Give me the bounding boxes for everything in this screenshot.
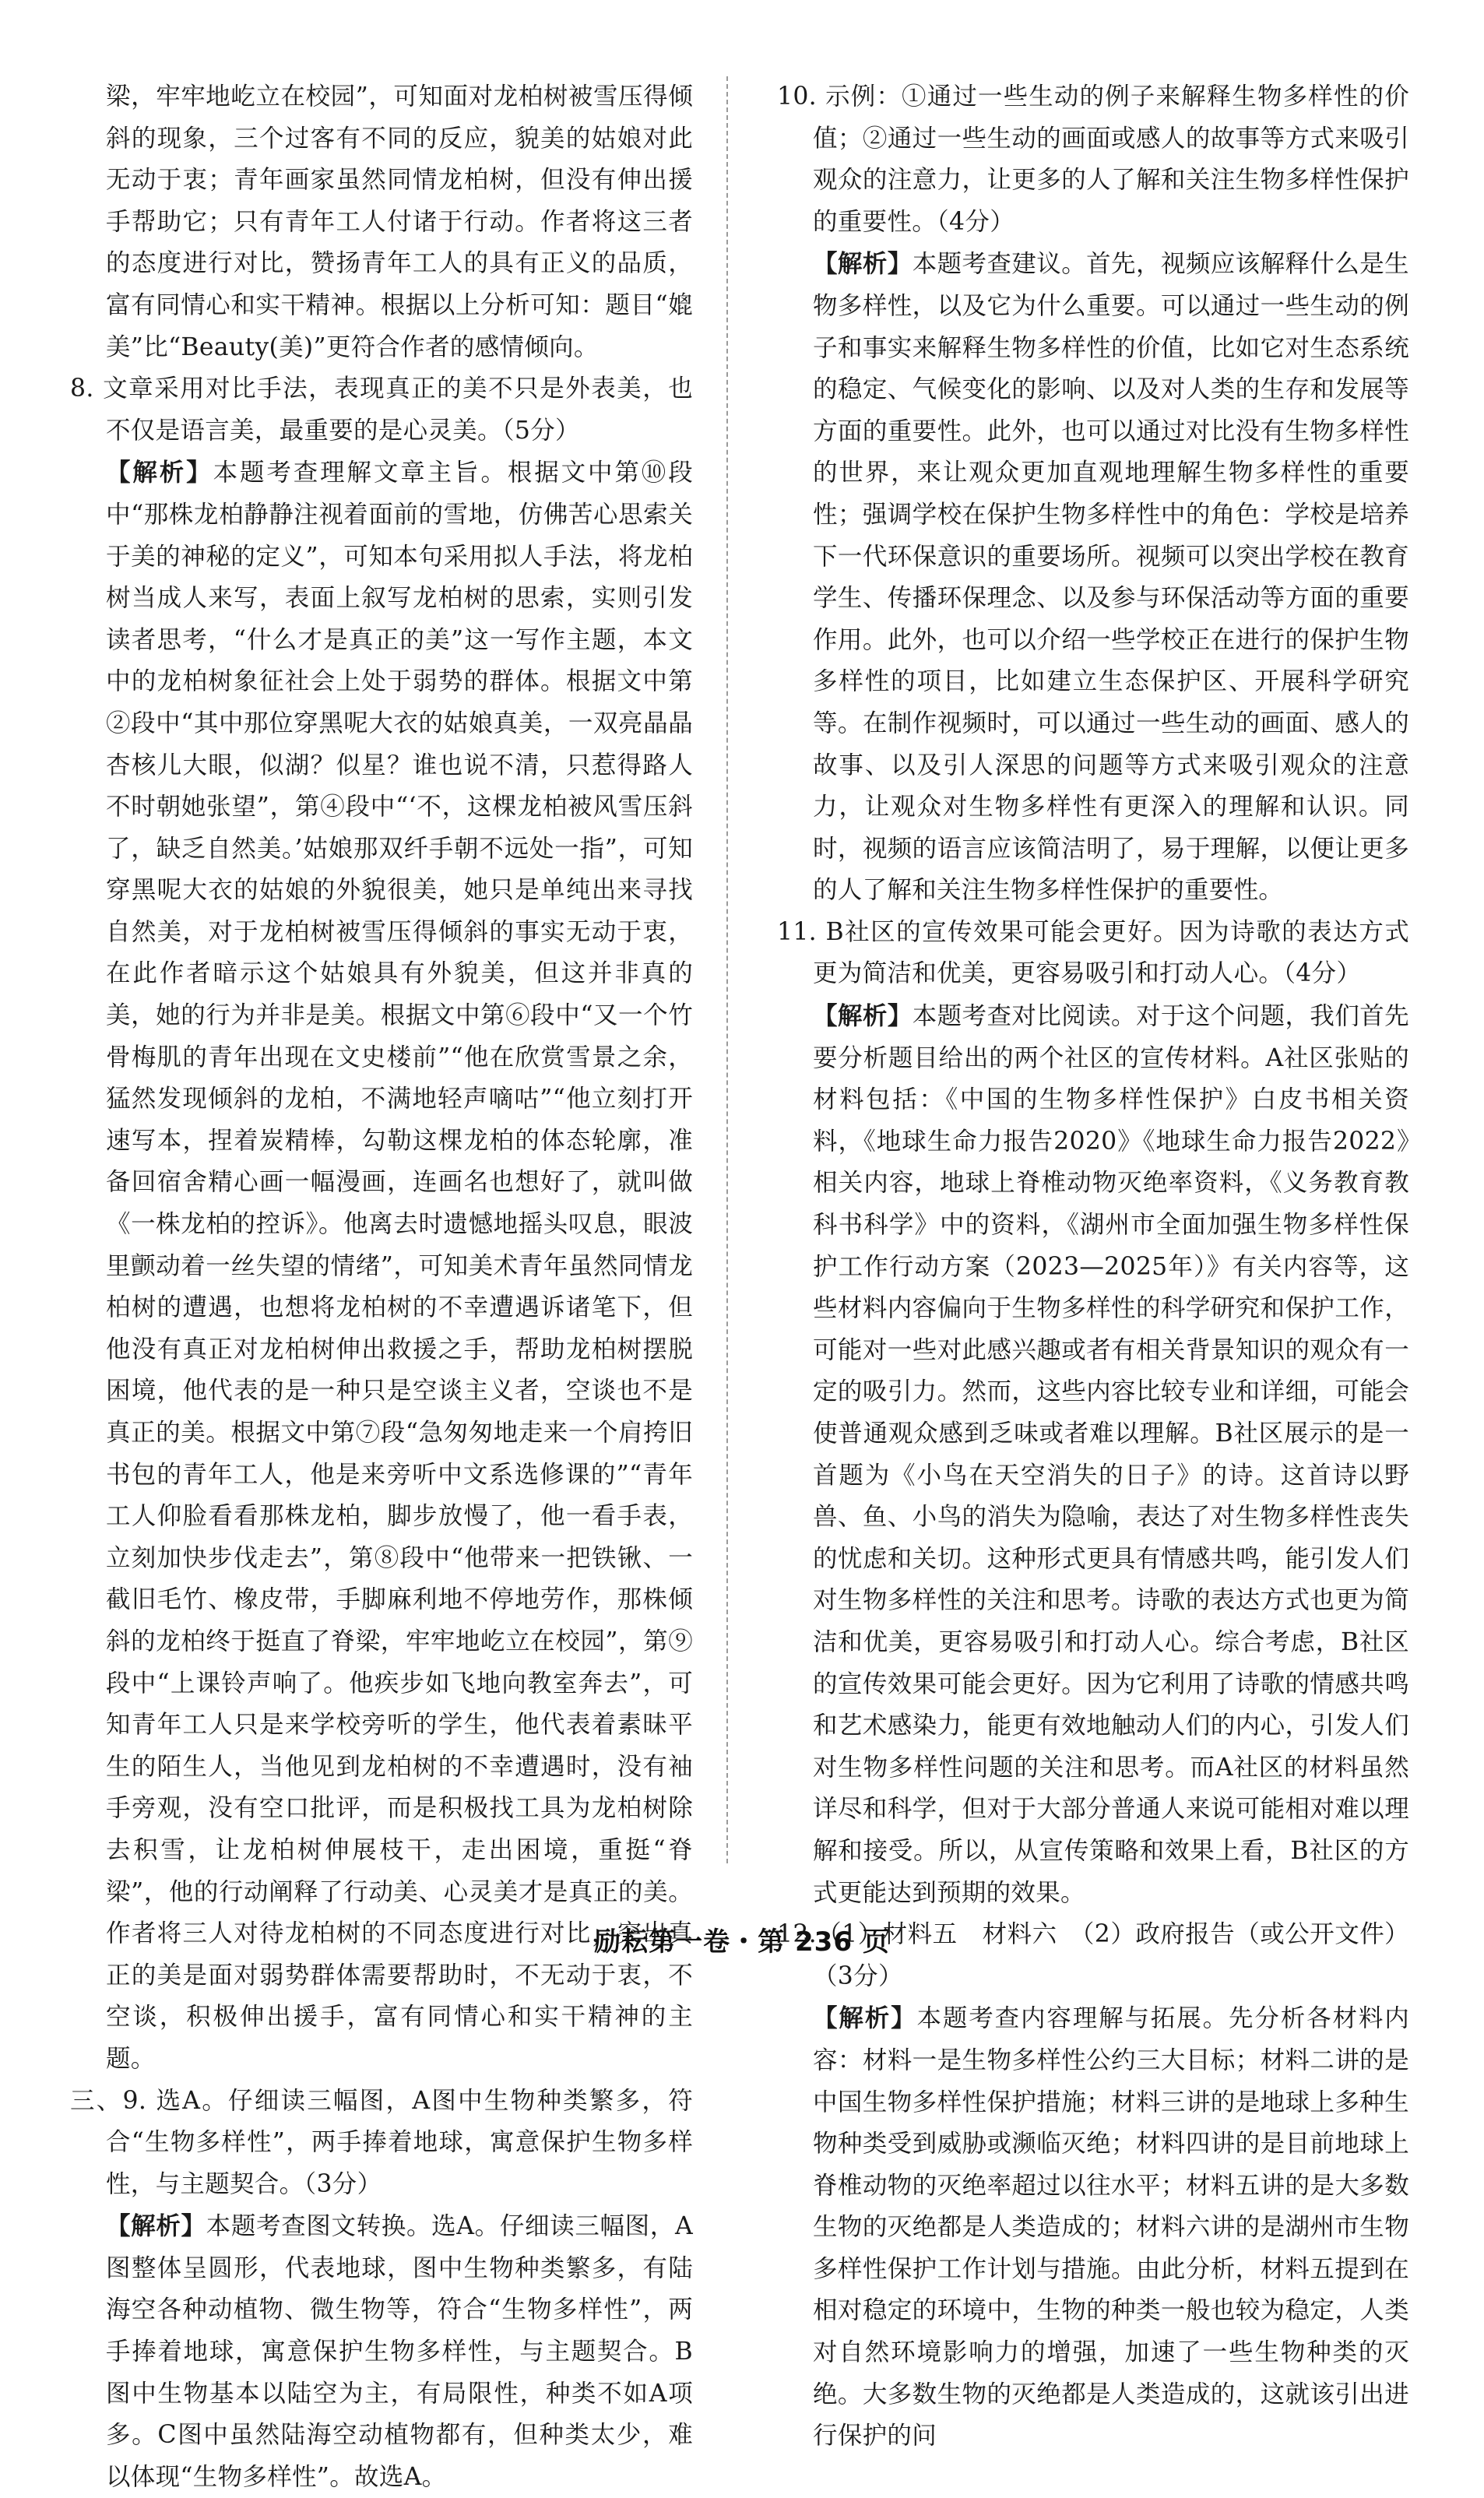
analysis-tag: 【解析】 (813, 249, 913, 279)
analysis-tag: 【解析】 (106, 458, 213, 487)
q12-answer: 12.（1）材料五 材料六 （2）政府报告（或公开文件）（3分） (777, 1920, 1409, 1990)
q11-analysis (777, 995, 1409, 1914)
q9-analysis (70, 2205, 693, 2498)
q8-analysis (70, 452, 693, 2080)
q8-analysis-text: 本题考查理解文章主旨。根据文中第⑩段中“那株龙柏静静注视着面前的雪地，仿佛苦心思索关于美的神秘的定义”，可知本句采用拟人手法，将龙柏树当成人来写，表面上叙写龙柏树的思索，实则引发读者思考，“什么才是真正的美”这一写作主题，本文中的龙柏树象征社会上处于弱势的群体。根据文中第②段中“其中那位穿黑呢大衣的姑娘真美，一双亮晶晶杏核儿大眼，似湖？似星？谁也说不清，只惹得路人不时朝她张望”，第④段中“‘不，这棵龙柏被风雪压斜了，缺乏自然美。’姑娘那双纤手朝不远处一指”，可知穿黑呢大衣的姑娘的外貌很美，她只是单纯出来寻找自然美，对于龙柏树被雪压得倾斜的事实无动于衷，在此作者暗示这个姑娘具有外貌美，但这并非真的美，她的行为并非是美。根据文中第⑥段中“又一个竹骨梅肌的青年出现在文史楼前”“他在欣赏雪景之余，猛然发现倾斜的龙柏，不满地轻声嘀咕”“他立刻打开速写本，捏着炭精棒，勾勒这棵龙柏的体态轮廓，准备回宿舍精心画一幅漫画，连画名也想好了，就叫做《一株龙柏的控诉》。他离去时遗憾地摇头叹息，眼波里颤动着一丝失望的情绪”，可知美术青年虽然同情龙柏树的遭遇，也想将龙柏树的不幸遭遇诉诸笔下，但他没有真正对龙柏树伸出救援之手，帮助龙柏树摆脱困境，他代表的是一种只是空谈主义者，空谈也不是真正的美。根据文中第⑦段“急匆匆地走来一个肩挎旧书包的青年工人，他是来旁听中文系选修课的”“青年工人仰脸看看那株龙柏，脚步放慢了，他一看手表，立刻加快步伐走去”，第⑧段中“他带来一把铁锹、一截旧毛竹、橡皮带，手脚麻利地不停地劳作，那株倾斜的龙柏终于挺直了脊梁，牢牢地屹立在校园”，第⑨段中“上课铃声响了。他疾步如飞地向教室奔去”，可知青年工人只是来学校旁听的学生，他代表着素昧平生的陌生人，当他见到龙柏树的不幸遭遇时，没有袖手旁观，没有空口批评，而是积极找工具为龙柏树除去积雪，让龙柏树伸展枝干，走出困境，重挺“脊梁”，他的行动阐释了行动美、心灵美才是真正的美。作者将三人对待龙柏树的不同态度进行对比，突出真正的美是面对弱势群体需要帮助时，不无动于衷，不空谈，积极伸出援手，富有同情心和实干精神的主题。 (106, 459, 693, 2073)
q11-analysis-text: 本题考查对比阅读。对于这个问题，我们首先要分析题目给出的两个社区的宣传材料。A社区张贴的材料包括：《中国的生物多样性保护》白皮书相关资料，《地球生命力报告2020》《地球生命力报告2022》相关内容，地球上脊椎动物灭绝率资料，《义务教育教科书科学》中的资料，《湖州市全面加强生物多样性保护工作行动方案（2023—2025年）》有关内容等，这些材料内容偏向于生物多样性的科学研究和保护工作，可能对一些对此感兴趣或者有相关背景知识的观众有一定的吸引力。然而，这些内容比较专业和详细，可能会使普通观众感到乏味或者难以理解。B社区展示的是一首题为《小鸟在天空消失的日子》的诗。这首诗以野兽、鱼、小鸟的消失为隐喻，表达了对生物多样性丧失的忧虑和关切。这种形式更具有情感共鸣，能引发人们对生物多样性的关注和思考。诗歌的表达方式也更为简洁和优美，更容易吸引和打动人心。综合考虑，B社区的宣传效果可能会更好。因为它利用了诗歌的情感共鸣和艺术感染力，能更有效地触动人们的内心，引发人们对生物多样性问题的关注和思考。而A社区的材料虽然详尽和科学，但对于大部分普通人来说可能相对难以理解和接受。所以，从宣传策略和效果上看，B社区的方式更能达到预期的效果。 (813, 1002, 1409, 1907)
q8-answer: 8. 文章采用对比手法，表现真正的美不只是外表美，也不仅是语言美，最重要的是心灵美。（5分） (70, 375, 693, 445)
page-footer: 励耘第一卷・第 236 页 (594, 1926, 890, 1958)
analysis-tag: 【解析】 (813, 2004, 917, 2033)
column-divider (726, 76, 728, 1863)
q7-analysis-continuation: 梁，牢牢地屹立在校园”，可知面对龙柏树被雪压得倾斜的现象，三个过客有不同的反应，貌美的姑娘对此无动于衷；青年画家虽然同情龙柏树，但没有伸出援手帮助它；只有青年工人付诸于行动。作者将这三者的态度进行对比，赞扬青年工人的具有正义的品质，富有同情心和实干精神。根据以上分析可知：题目“媲美”比“Beauty(美)”更符合作者的感情倾向。 (106, 83, 693, 361)
q10-analysis-text: 本题考查建议。首先，视频应该解释什么是生物多样性，以及它为什么重要。可以通过一些生动的例子和事实来解释生物多样性的价值，比如它对生态系统的稳定、气候变化的影响、以及对人类的生存和发展等方面的重要性。此外，也可以通过对比没有生物多样性的世界，来让观众更加直观地理解生物多样性的重要性；强调学校在保护生物多样性中的角色：学校是培养下一代环保意识的重要场所。视频可以突出学校在教育学生、传播环保理念、以及参与环保活动等方面的重要作用。此外，也可以介绍一些学校正在进行的保护生物多样性的项目，比如建立生态保护区、开展科学研究等。在制作视频时，可以通过一些生动的画面、感人的故事、以及引人深思的问题等方式来吸引观众的注意力，让观众对生物多样性有更深入的理解和认识。同时，视频的语言应该简洁明了，易于理解，以便让更多的人了解和关注生物多样性保护的重要性。 (813, 250, 1409, 905)
q12-analysis (777, 1997, 1409, 2458)
q9-answer: 三、9. 选A。仔细读三幅图，A图中生物种类繁多，符合“生物多样性”，两手捧着地球，寓意保护生物多样性，与主题契合。（3分） (70, 2086, 693, 2198)
left-column (70, 76, 693, 2498)
q12-analysis-text: 本题考查内容理解与拓展。先分析各材料内容：材料一是生物多样性公约三大目标；材料二讲的是中国生物多样性保护措施；材料三讲的是地球上多种生物种类受到威胁或濒临灭绝；材料四讲的是目前地球上脊椎动物的灭绝率超过以往水平；材料五讲的是大多数生物的灭绝都是人类造成的；材料六讲的是湖州市生物多样性保护工作计划与措施。由此分析，材料五提到在相对稳定的环境中，生物的种类一般也较为稳定，人类对自然环境影响力的增强，加速了一些生物种类的灭绝。大多数生物的灭绝都是人类造成的，这就该引出进行保护的问 (813, 2004, 1410, 2451)
q10-answer: 10. 示例：①通过一些生动的例子来解释生物多样性的价值；②通过一些生动的画面或感人的故事等方式来吸引观众的注意力，让更多的人了解和关注生物多样性保护的重要性。（4分） (777, 83, 1409, 236)
analysis-tag: 【解析】 (106, 2211, 206, 2241)
q10-analysis (777, 243, 1409, 912)
q9-analysis-text: 本题考查图文转换。选A。仔细读三幅图，A图整体呈圆形，代表地球，图中生物种类繁多，有陆海空各种动植物、微生物等，符合“生物多样性”，两手捧着地球，寓意保护生物多样性，与主题契合。B图中生物基本以陆空为主，有局限性，种类不如A项多。C图中虽然陆海空动植物都有，但种类太少，难以体现“生物多样性”。故选A。 (106, 2212, 694, 2491)
analysis-tag: 【解析】 (813, 1001, 913, 1031)
right-column (777, 76, 1409, 2458)
q11-answer: 11. B社区的宣传效果可能会更好。因为诗歌的表达方式更为简洁和优美，更容易吸引和打动人心。（4分） (777, 917, 1409, 988)
